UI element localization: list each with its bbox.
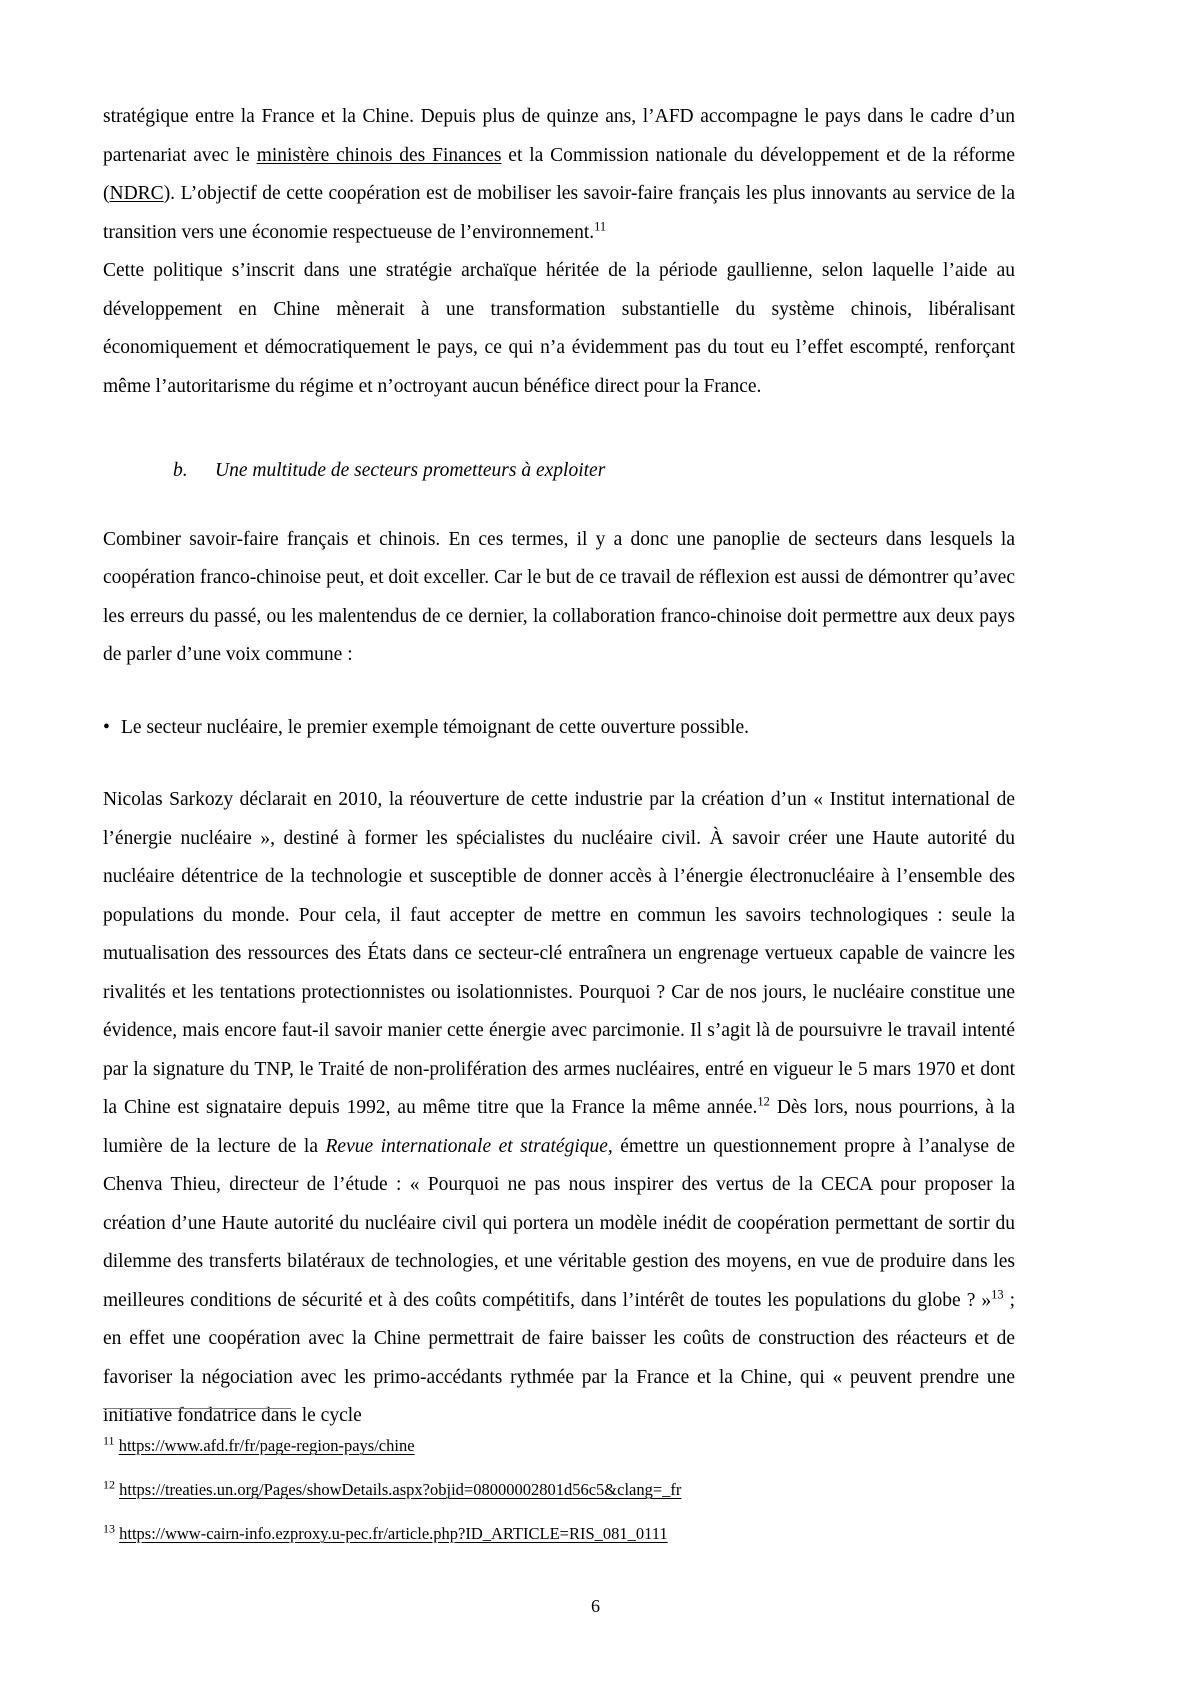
- footnote-11: [103, 1435, 1015, 1457]
- page-number: 6: [591, 1596, 600, 1616]
- page-content: [103, 98, 1015, 1436]
- spacer: [103, 491, 1015, 521]
- footnote-separator-rule: [103, 1408, 291, 1409]
- text-run: émettre un questionnement propre à l’analyse de Chenva Thieu, directeur de l’étude : « Pourquoi ne pas nous inspirer des vertus de la CECA pour proposer la création d’une Haute autorité du nucléaire civil qui portera un modèle inédit de coopération permettant de sortir du dilemme des transferts bilatéraux de technologies, et une véritable gestion des moyens, en vue de produire dans les meilleures conditions de sécurité et à des coûts compétitifs, dans l’intérêt de toutes les populations du globe ? »: [103, 1135, 1015, 1311]
- footnote-link[interactable]: https://www-cairn-info.ezproxy.u-pec.fr/article.php?ID_ARTICLE=RIS_081_0111: [119, 1524, 668, 1543]
- section-heading-b: [103, 452, 1015, 491]
- spacer: [103, 675, 1015, 709]
- footnote-link[interactable]: https://www.afd.fr/fr/page-region-pays/chine: [118, 1436, 415, 1455]
- spacer: [103, 747, 1015, 781]
- footnote-reference[interactable]: 12: [757, 1094, 770, 1109]
- bullet-dot-icon: •: [103, 716, 110, 738]
- paragraph-stratégique: [103, 98, 1015, 252]
- underlined-term: ministère chinois des Finances: [256, 144, 502, 166]
- footnote-link[interactable]: https://treaties.un.org/Pages/showDetails.aspx?objid=08000002801d56c5&clang=_fr: [119, 1480, 682, 1499]
- italic-title: Revue internationale et stratégique,: [325, 1135, 613, 1157]
- footnotes-section: [103, 1408, 1015, 1567]
- paragraph-cette-politique: Cette politique s’inscrit dans une stratégie archaïque héritée de la période gaullienne, selon laquelle l’aide au développement en Chine mènerait à une transformation substantielle du système chinois, libéralisant économiquement et démocratiquement le pays, ce qui n’a évidemment pas du tout eu l’effet escompté, renforçant même l’autoritarisme du régime et n’octroyant aucun bénéfice direct pour la France.: [103, 260, 1015, 397]
- footnote-number: 11: [103, 1433, 115, 1448]
- heading-marker: b.: [173, 460, 188, 481]
- bullet-text: Le secteur nucléaire, le premier exemple témoignant de cette ouverture possible.: [121, 716, 750, 738]
- text-run: Nicolas Sarkozy déclarait en 2010, la réouverture de cette industrie par la création d’un « Institut international de l’énergie nucléaire », destiné à former les spécialistes du nucléaire civil. À savoir créer une Haute autorité du nucléaire détentrice de la technologie et susceptible de donner accès à l’énergie électronucléaire à l’ensemble des populations du monde. Pour cela, il faut accepter de mettre en commun les savoirs technologiques : seule la mutualisation des ressources des États dans ce secteur-clé entraînera un engrenage vertueux capable de vaincre les rivalités et les tentations protectionnistes ou isolationnistes. Pourquoi ? Car de nos jours, le nucléaire constitue une évidence, mais encore faut-il savoir manier cette énergie avec parcimonie. Il s’agit là de poursuivre le travail intenté par la signature du TNP, le Traité de non-prolifération des armes nucléaires, entré en vigueur le 5 mars 1970 et dont la Chine est signataire depuis 1992, au même titre que la France la même année.: [103, 789, 1015, 1118]
- footnote-13: [103, 1523, 1015, 1545]
- text-run: ). L’objectif de cette coopération est de mobiliser les savoir-faire français les plus innovants au service de la transition vers une économie respectueuse de l’environnement.: [103, 183, 1015, 243]
- bullet-item-nucleaire: [103, 709, 1015, 748]
- footnote-reference[interactable]: 13: [991, 1287, 1004, 1301]
- footnote-number: 12: [103, 1477, 115, 1492]
- spacer: [103, 406, 1015, 452]
- underlined-term: NDRC: [109, 183, 164, 204]
- footnote-number: 13: [103, 1521, 115, 1536]
- text-run: Dès lors, nous pourrions, à la lumière de la lecture de la: [103, 1097, 1015, 1157]
- text-run: et la Commission nationale du développement et de la réforme (: [103, 144, 1015, 204]
- heading-title: Une multitude de secteurs prometteurs à exploiter: [215, 460, 606, 481]
- footnote-12: [103, 1479, 1015, 1501]
- paragraph-combiner: Combiner savoir-faire français et chinois. En ces termes, il y a donc une panoplie de secteurs dans lesquels la coopération franco-chinoise peut, et doit exceller. Car le but de ce travail de réflexion est aussi de démontrer qu’avec les erreurs du passé, ou les malentendus de ce dernier, la collaboration franco-chinoise doit permettre aux deux pays de parler d’une voix commune :: [103, 528, 1015, 665]
- paragraph-nicolas-sarkozy: [103, 781, 1015, 1436]
- text-run: stratégique entre la France et la Chine. Depuis plus de quinze ans, l’AFD accompagne le pays dans le cadre d’un partenariat avec le: [103, 106, 1015, 166]
- footnote-reference[interactable]: 11: [594, 219, 607, 233]
- text-run: ; en effet une coopération avec la Chine permettrait de faire baisser les coûts de construction des réacteurs et de favoriser la négociation avec les primo-accédants rythmée par la France et la Chine, qui « peuvent prendre une initiative fondatrice dans le cycle: [103, 1289, 1015, 1426]
